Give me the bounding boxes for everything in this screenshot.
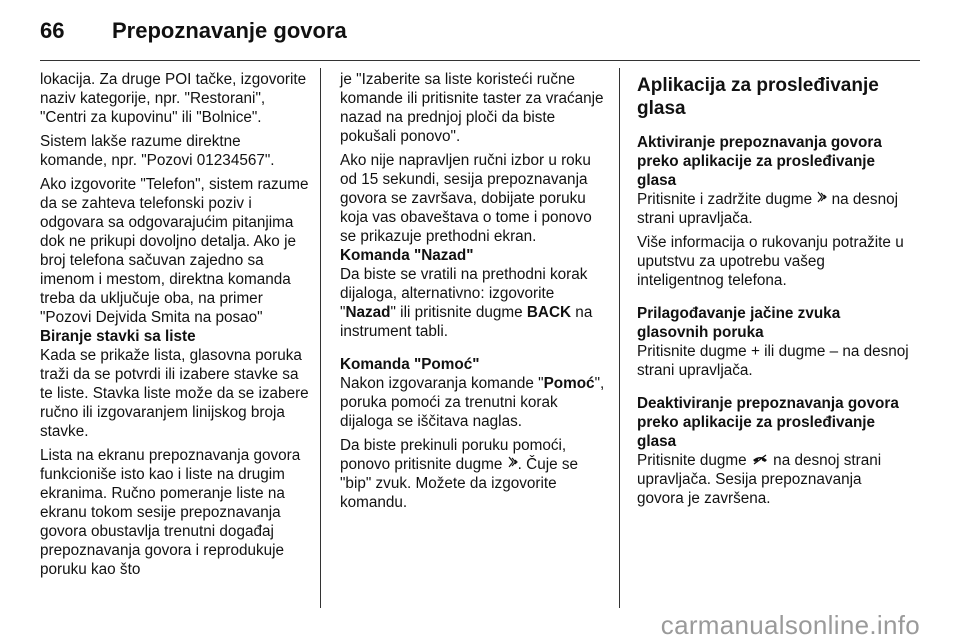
text-run: " ili pritisnite dugme [390, 304, 527, 321]
paragraph: Kada se prikaže lista, glasovna poruka traži da se potvrdi ili izabere stavke sa te liste. Stavka liste može da se izabere ručno ili izgovaranjem linijskog broja stavke. [40, 347, 309, 440]
page-header [40, 16, 920, 46]
text-run: Da biste prekinuli poruku pomoći, ponovo pritisnite dugme [340, 437, 567, 473]
paragraph: lokacija. Za druge POI tačke, izgovorite naziv kategorije, npr. "Restorani", "Centri za kupovinu" ili "Bolnice". [40, 71, 307, 126]
section-heading: Prilagođavanje jačine zvuka glasovnih poruka [637, 305, 841, 341]
hang-up-icon [751, 451, 769, 470]
paragraph: Ako izgovorite "Telefon", sistem razume da se zahteva telefonski poziv i odgovara sa odgovarajućim pitanjima dok ne prikupi dovoljno detalja. Ako je broj telefona sačuvan zajedno sa imenom i mestom, direktna komanda treba da uključuje oba, na primer "Pozovi Dejvida Smita na posao" [40, 176, 309, 326]
text-run: na instrument tabli. [340, 304, 593, 340]
header-rule [40, 60, 920, 61]
paragraph [340, 436, 610, 512]
column-middle [340, 70, 610, 517]
text-run: na desnoj strani upravljača. [637, 191, 898, 227]
paragraph [637, 190, 909, 228]
bold-term: BACK [526, 304, 572, 321]
chapter-title: Aplikacija za prosleđivanje glasa [637, 75, 879, 119]
column-divider [320, 68, 321, 608]
text-run: Pritisnite dugme [637, 343, 751, 360]
voice-icon [816, 190, 827, 209]
text-run: na desnoj strani upravljača. [637, 343, 909, 379]
text-run: ili dugme [759, 343, 830, 360]
section-heading: Biranje stavki sa liste [40, 328, 196, 345]
paragraph: Sistem lakše razume direktne komande, npr. "Pozovi 01234567". [40, 133, 275, 169]
text-run: ", poruka pomoći za trenutni korak dijaloga se iščitava naglas. [340, 375, 605, 430]
column-left [40, 70, 310, 584]
paragraph: Više informacija o rukovanju potražite u uputstvu za upotrebu vašeg inteligentnog telefona. [637, 234, 904, 289]
text-run: na desnoj strani upravljača. Sesija prepoznavanja govora je završena. [637, 452, 882, 507]
paragraph [637, 451, 909, 508]
section-heading: Komanda "Nazad" [340, 247, 474, 264]
section-heading: Aktiviranje prepoznavanja govora preko aplikacije za prosleđivanje glasa [637, 134, 882, 189]
paragraph [340, 374, 610, 431]
page-title: Prepoznavanje govora [112, 18, 347, 43]
text-run: Da biste se vratili na prethodni korak dijaloga, alternativno: izgovorite " [340, 266, 588, 321]
section-heading: Komanda "Pomoć" [340, 356, 480, 373]
column-divider [619, 68, 620, 608]
paragraph [340, 265, 610, 341]
text-run: Pritisnite dugme [637, 452, 751, 469]
paragraph [637, 342, 909, 380]
paragraph: je "Izaberite sa liste koristeći ručne komande ili pritisnite taster za vraćanje nazad na prednjoj ploči da biste pokušali ponovo". [340, 71, 604, 145]
voice-icon [507, 455, 518, 474]
page-number: 66 [40, 18, 65, 43]
watermark: carmanualsonline.info [660, 610, 920, 640]
text-run: Nakon izgovaranja komande " [340, 375, 544, 392]
text-run: Pritisnite i zadržite dugme [637, 191, 817, 208]
paragraph: Ako nije napravljen ručni izbor u roku od 15 sekundi, sesija prepoznavanja govora se završava, dobijate poruku koja vas obaveštava o tome i ponovo se prikazuje prethodni ekran. [340, 152, 592, 245]
plus-icon: + [750, 343, 760, 360]
bold-term: Nazad [345, 304, 391, 321]
section-heading: Deaktiviranje prepoznavanja govora preko aplikacije za prosleđivanje glasa [637, 395, 899, 450]
minus-icon: – [829, 343, 839, 360]
text-run: . Čuje se "bip" zvuk. Možete da izgovorite komandu. [340, 456, 579, 511]
column-right [637, 70, 909, 513]
paragraph: Lista na ekranu prepoznavanja govora funkcioniše isto kao i liste na drugim ekranima. Ručno pomeranje liste na ekranu tokom sesije prepoznavanja govora obustavlja trenutni događaj prepoznavanja govora i reprodukuje poruku kao što [40, 447, 301, 578]
bold-term: Pomoć [543, 375, 595, 392]
